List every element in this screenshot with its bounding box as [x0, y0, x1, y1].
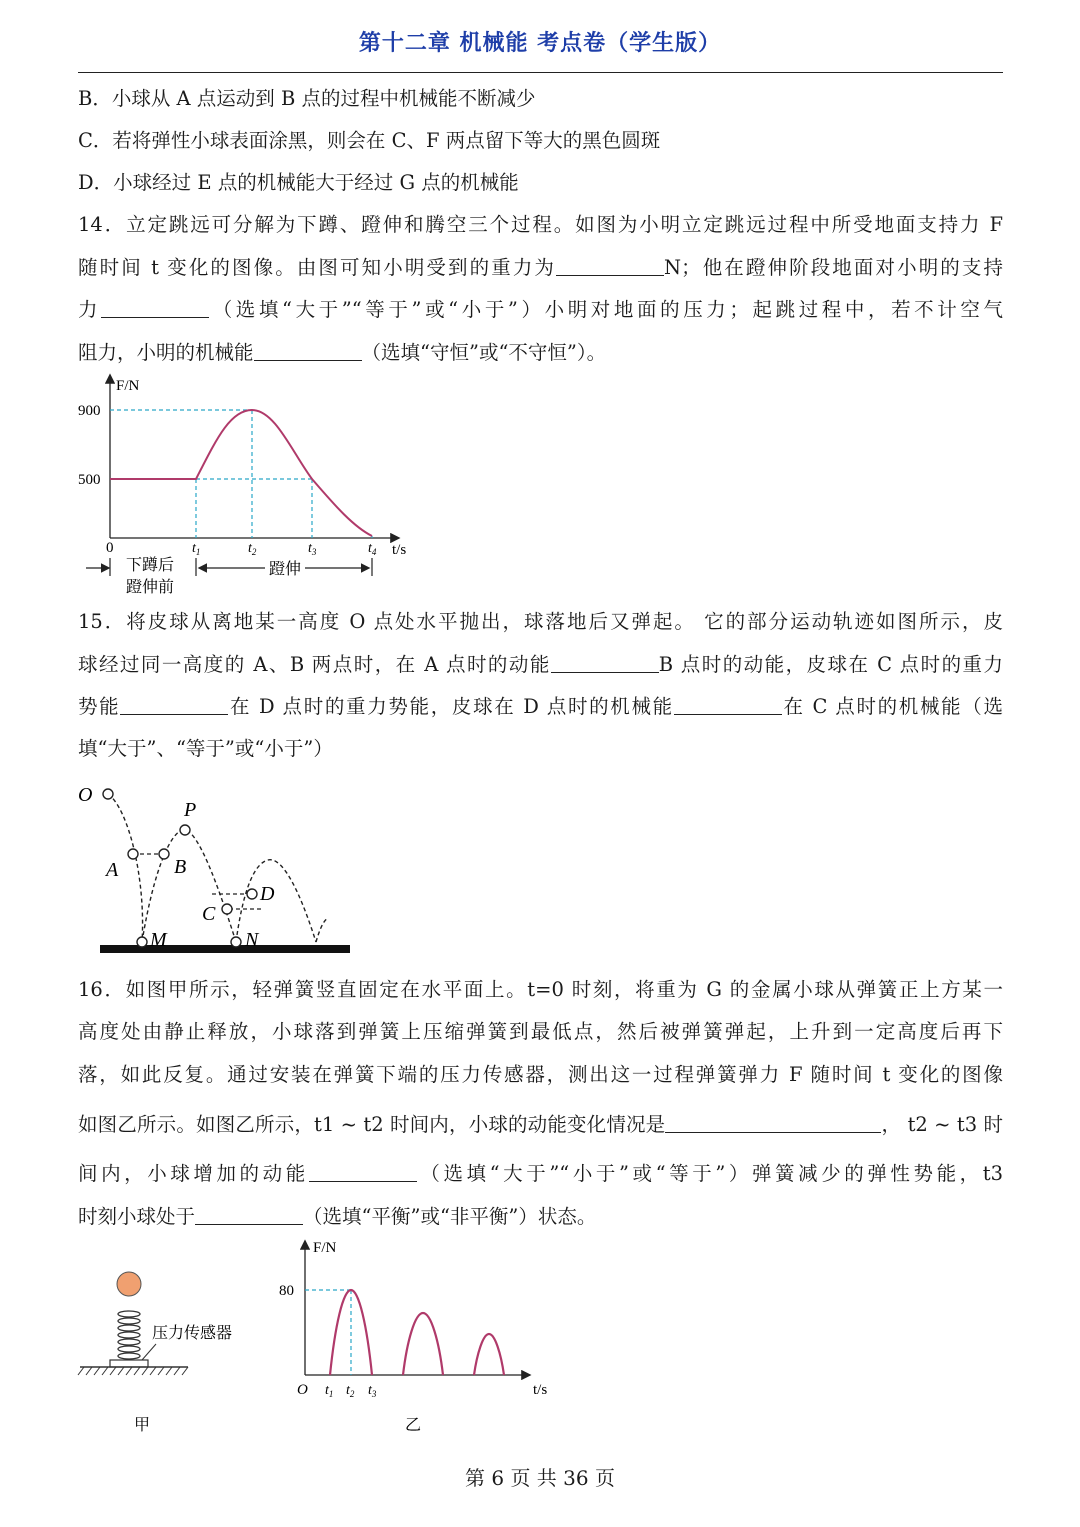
q15-blank-pe[interactable] [120, 694, 228, 715]
header-rule [78, 72, 1003, 73]
y-axis-label: F/N [116, 378, 140, 394]
phase-before-2: 蹬伸前 [126, 579, 175, 596]
ground [100, 945, 350, 953]
tick-900: 900 [78, 403, 101, 419]
q14-text-2b: N；他在蹬伸阶段地面对小明的支持 [664, 256, 1003, 279]
q14-text-3a: 力 [78, 298, 102, 321]
t1-label-2: $t_1$ [325, 1383, 334, 1399]
force-pulse-3 [474, 1334, 504, 1375]
q15-blank-ke[interactable] [551, 652, 659, 673]
q15-line-4: 填“大于”、“等于”或“小于”） [78, 737, 333, 760]
q16-line-1: 16．如图甲所示，轻弹簧竖直固定在水平面上。t=0 时刻，将重为 G 的金属小球从弹簧正上方某一 [78, 978, 1003, 1001]
label-a: A [106, 859, 119, 881]
q16-blank-state[interactable] [195, 1204, 303, 1225]
x-axis-label: t/s [392, 542, 407, 558]
sensor-label: 压力传感器 [152, 1325, 233, 1342]
label-o: O [78, 784, 93, 806]
q16-text-4a: 如图乙所示。如图乙所示，t1 ~ t2 时间内，小球的动能变化情况是 [78, 1113, 666, 1136]
q15-text-3c: 在 C 点时的机械能（选 [781, 695, 1003, 718]
q15-blank-me[interactable] [674, 694, 782, 715]
q14-force-time-graph [70, 370, 430, 602]
label-p: P [184, 799, 197, 821]
q16-text-5b: （选填“大于”“小于”或“等于”）弹簧减少的弹性势能，t3 [416, 1162, 1003, 1185]
q16-blank-compare[interactable] [309, 1161, 417, 1182]
page-header-title: 第十二章 机械能 考点卷（学生版） [358, 31, 722, 56]
guide-lines [110, 410, 372, 538]
force-pulse-2 [403, 1313, 443, 1375]
q14-text-2a: 随时间 t 变化的图像。由图可知小明受到的重力为 [78, 256, 557, 279]
q14-line-2 [78, 255, 1003, 281]
x-axis-label-2: t/s [533, 1382, 548, 1398]
q15-line-3 [78, 694, 1003, 720]
t3-label-2: $t_3$ [368, 1383, 377, 1399]
option-b: B．小球从 A 点运动到 B 点的过程中机械能不断减少 [78, 87, 536, 110]
caption-jia: 甲 [134, 1417, 151, 1434]
q16-text-5a: 间内，小球增加的动能 [78, 1162, 309, 1185]
t3-label: $t_3$ [308, 541, 317, 557]
q16-line-2: 高度处由静止释放，小球落到弹簧上压缩弹簧到最低点，然后被弹簧弹起，上升到一定高度后再下 [78, 1020, 1003, 1043]
q15-bounce-trajectory [72, 778, 362, 960]
metal-ball [117, 1272, 141, 1296]
q14-text-4a: 阻力，小明的机械能 [78, 341, 254, 364]
t4-label: $t_4$ [368, 541, 377, 557]
q15-text-2b: B 点时的动能，皮球在 C 点时的重力 [658, 653, 1003, 676]
q14-text-4b: （选填“守恒”或“不守恒”）。 [361, 341, 607, 364]
t1-label: $t_1$ [192, 541, 201, 557]
label-n: N [245, 929, 259, 951]
force-curve [110, 410, 372, 536]
q16-line-5 [78, 1161, 1003, 1187]
tick-80: 80 [279, 1283, 294, 1299]
t2-label-2: $t_2$ [346, 1383, 355, 1399]
q16-line-6 [78, 1204, 1003, 1230]
q14-blank-compare[interactable] [101, 297, 209, 318]
q16-text-6b: （选填“平衡”或“非平衡”）状态。 [303, 1205, 597, 1228]
q15-line-2 [78, 652, 1003, 678]
page-footer: 第 6 页 共 36 页 [465, 1466, 615, 1490]
q15-line-1: 15．将皮球从离地某一高度 O 点处水平抛出，球落地后又弹起。 它的部分运动轨迹如图所示，皮 [78, 610, 1003, 633]
origin-label-2: O [297, 1382, 308, 1398]
spring [118, 1311, 140, 1359]
q15-text-3a: 势能 [78, 695, 121, 718]
option-d: D．小球经过 E 点的机械能大于经过 G 点的机械能 [78, 171, 519, 194]
label-d: D [260, 883, 275, 905]
t2-label: $t_2$ [248, 541, 257, 557]
caption-yi: 乙 [405, 1417, 422, 1434]
q16-spring-force-graph [275, 1236, 565, 1442]
q14-text-3b: （选填“大于”“等于”或“小于”）小明对地面的压力；起跳过程中，若不计空气 [209, 298, 1003, 321]
q16-line-3: 落，如此反复。通过安装在弹簧下端的压力传感器，测出这一过程弹簧弹力 F 随时间 t 变化的图像 [78, 1063, 1003, 1086]
y-axis-label-2: F/N [313, 1240, 337, 1256]
q14-line-1: 14．立定跳远可分解为下蹲、蹬伸和腾空三个过程。如图为小明立定跳远过程中所受地面支持力 F [78, 213, 1003, 236]
pressure-sensor [110, 1360, 148, 1367]
origin-label: 0 [106, 540, 114, 556]
tick-500: 500 [78, 472, 101, 488]
q14-blank-conserve[interactable] [254, 340, 362, 361]
q15-text-3b: 在 D 点时的重力势能，皮球在 D 点时的机械能 [228, 695, 674, 718]
q16-text-6a: 时刻小球处于 [78, 1205, 196, 1228]
q14-blank-gravity[interactable] [556, 255, 664, 276]
q14-line-3 [78, 297, 1003, 323]
label-b: B [174, 856, 187, 878]
q14-line-4 [78, 340, 1003, 366]
phase-before-1: 下蹲后 [126, 557, 175, 574]
q16-text-4b: ， t2 ~ t3 时 [881, 1113, 1003, 1136]
label-c: C [202, 903, 216, 925]
q16-blank-ke-change[interactable] [665, 1112, 881, 1133]
q16-spring-apparatus [76, 1262, 266, 1442]
phase-push: 蹬伸 [269, 561, 302, 578]
label-m: M [150, 929, 167, 951]
option-c: C．若将弹性小球表面涂黑，则会在 C、F 两点留下等大的黑色圆斑 [78, 129, 661, 152]
q15-text-2a: 球经过同一高度的 A、B 两点时，在 A 点时的动能 [78, 653, 551, 676]
q16-line-4 [78, 1112, 1003, 1138]
